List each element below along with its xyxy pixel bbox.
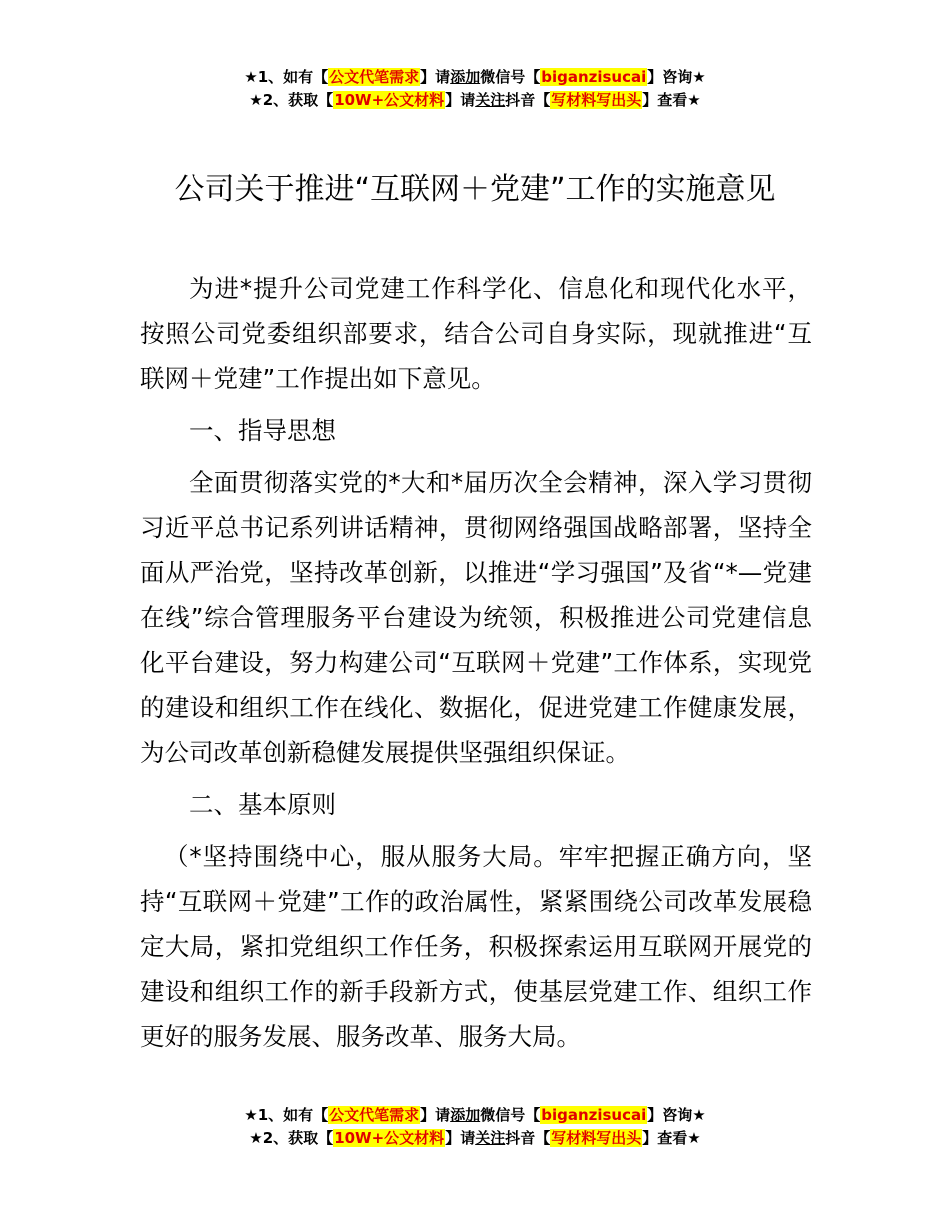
- intro-paragraph: 为进*提升公司党建工作科学化、信息化和现代化水平，按照公司党委组织部要求，结合公司自身实际，现就推进“互联网＋党建”工作提出如下意见。: [140, 274, 812, 393]
- document-body: [140, 266, 812, 1066]
- section-paragraph: 全面贯彻落实党的*大和*届历次全会精神，深入学习贯彻习近平总书记系列讲话精神，贯彻网络强国战略部署，坚持全面从严治党，坚持改革创新，以推进“学习强国”及省“*—党建在线”综合管理服务平台建设为统领，积极推进公司党建信息化平台建设，努力构建公司“互联网＋党建”工作体系，实现党的建设和组织工作在线化、数据化，促进党建工作健康发展，为公司改革创新稳健发展提供坚强组织保证。: [140, 468, 812, 767]
- banner-highlight: 写材料写出头: [551, 91, 642, 109]
- section-heading: 二、基本原则: [189, 790, 336, 819]
- banner-highlight: 公文代笔需求: [329, 1106, 420, 1124]
- header-banner: [0, 66, 950, 112]
- section-paragraph: （*坚持围绕中心，服从服务大局。牢牢把握正确方向，坚持“互联网＋党建”工作的政治属性，紧紧围绕公司改革发展稳定大局，紧扣党组织工作任务，积极探索运用互联网开展党的建设和组织工作的新手段新方式，使基层党建工作、组织工作更好的服务发展、服务改革、服务大局。: [140, 842, 812, 1051]
- banner-highlight: biganzisucai: [541, 1106, 647, 1124]
- footer-banner: [0, 1104, 950, 1150]
- banner-line-1: ★1、如有【公文代笔需求】请添加微信号【biganzisucai】咨询★: [244, 68, 706, 86]
- banner-highlight: 公文代笔需求: [329, 68, 420, 86]
- banner-line-1: ★1、如有【公文代笔需求】请添加微信号【biganzisucai】咨询★: [244, 1106, 706, 1124]
- banner-highlight: biganzisucai: [541, 68, 647, 86]
- banner-highlight: 10W+公文材料: [334, 91, 445, 109]
- section-heading: 一、指导思想: [189, 416, 336, 445]
- banner-line-2: ★2、获取【10W+公文材料】请关注抖音【写材料写出头】查看★: [249, 1129, 701, 1147]
- banner-line-2: ★2、获取【10W+公文材料】请关注抖音【写材料写出头】查看★: [249, 91, 701, 109]
- document-title: 公司关于推进“互联网＋党建”工作的实施意见: [174, 172, 776, 207]
- banner-highlight: 10W+公文材料: [334, 1129, 445, 1147]
- banner-highlight: 写材料写出头: [551, 1129, 642, 1147]
